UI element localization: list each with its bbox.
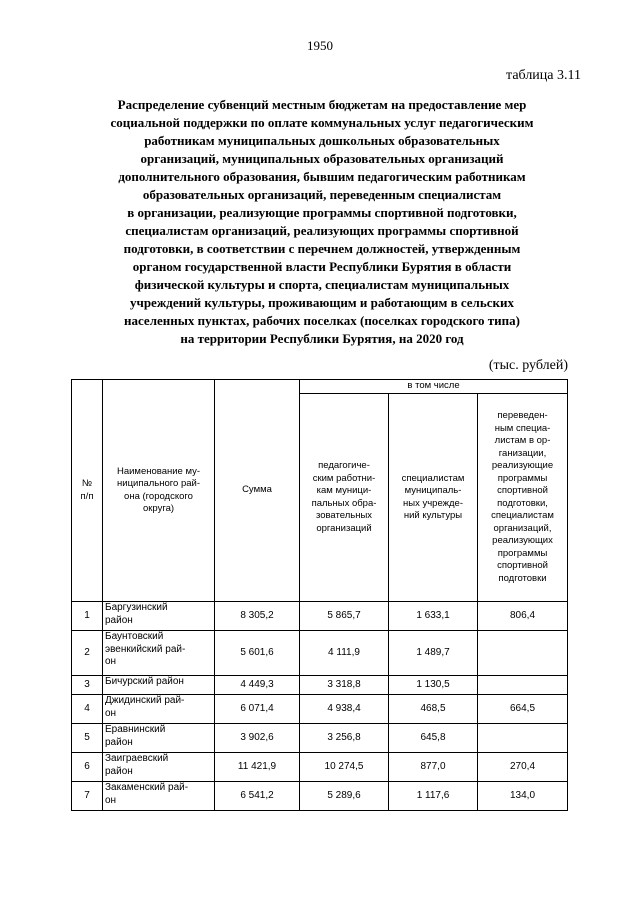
- title-line: организаций, муниципальных образовательных организаций: [140, 151, 504, 166]
- name-line: он: [105, 707, 117, 719]
- row-culture: 1 633,1: [389, 602, 478, 631]
- row-name: [103, 676, 215, 695]
- header-text: специалистам: [401, 472, 465, 484]
- title-line: специалистам организаций, реализующих программы спортивной: [125, 223, 519, 238]
- row-culture: 468,5: [389, 695, 478, 724]
- header-text: педагогиче-: [318, 460, 370, 471]
- header-sum: Сумма: [215, 380, 300, 602]
- row-teachers: 10 274,5: [300, 753, 389, 782]
- header-text: зовательных: [315, 510, 373, 521]
- name-line: Закаменский рай-: [105, 782, 189, 793]
- header-teachers: [300, 394, 389, 602]
- row-name: [103, 695, 215, 724]
- header-text: реализующие: [491, 460, 554, 471]
- header-text: №: [81, 478, 93, 489]
- header-text: кам муници-: [316, 485, 372, 496]
- header-text: программы: [497, 547, 548, 559]
- row-sport: [478, 724, 568, 753]
- row-name: [103, 631, 215, 676]
- title-line: Распределение субвенций местным бюджетам на предоставление мер: [117, 97, 527, 112]
- row-sport: 134,0: [478, 782, 568, 811]
- row-teachers: 3 256,8: [300, 724, 389, 753]
- row-sport: [478, 631, 568, 676]
- title-line: социальной поддержки по оплате коммунальных услуг педагогическим: [110, 115, 534, 130]
- page-number: 1950: [307, 38, 333, 53]
- row-teachers: 4 938,4: [300, 695, 389, 724]
- row-num: 6: [72, 753, 103, 782]
- name-line: Баунтовский: [105, 631, 164, 642]
- row-culture: 1 130,5: [389, 676, 478, 695]
- name-line: район: [105, 765, 133, 777]
- row-teachers: 5 289,6: [300, 782, 389, 811]
- title-line: физической культуры и спорта, специалистам муниципальных: [134, 277, 510, 292]
- row-sport: [478, 676, 568, 695]
- header-text: организаций,: [493, 522, 552, 534]
- name-line: Заиграевский: [105, 753, 169, 764]
- header-text: программы: [497, 472, 548, 484]
- table-label: таблица 3.11: [506, 68, 581, 83]
- subsidy-table: [71, 379, 568, 811]
- row-num: 3: [72, 676, 103, 695]
- row-num: 4: [72, 695, 103, 724]
- header-text: ных учрежде-: [403, 497, 463, 509]
- header-text: переведен-: [497, 410, 548, 421]
- row-sum: 8 305,2: [215, 602, 300, 631]
- row-num: 7: [72, 782, 103, 811]
- row-sum: 6 071,4: [215, 695, 300, 724]
- header-text: ским работни-: [312, 472, 376, 484]
- header-text: специалистам: [491, 510, 554, 521]
- row-sum: 5 601,6: [215, 631, 300, 676]
- row-sport: 806,4: [478, 602, 568, 631]
- header-text: листам в ор-: [494, 435, 551, 446]
- row-sport: 664,5: [478, 695, 568, 724]
- header-text: ниципального рай-: [117, 478, 200, 489]
- title-line: органом государственной власти Республики Бурятия в области: [132, 259, 512, 274]
- table-row: [72, 602, 568, 631]
- header-sport: [478, 394, 568, 602]
- row-sport: 270,4: [478, 753, 568, 782]
- title-line: дополнительного образования, бывшим педагогическим работникам: [118, 169, 526, 184]
- name-line: он: [105, 794, 117, 806]
- row-num: 2: [72, 631, 103, 676]
- title-line: работникам муниципальных дошкольных образовательных: [144, 133, 500, 148]
- row-name: [103, 782, 215, 811]
- units-label: (тыс. рублей): [488, 358, 568, 373]
- row-culture: 1 489,7: [389, 631, 478, 676]
- header-text: ным специа-: [494, 422, 551, 434]
- row-culture: 645,8: [389, 724, 478, 753]
- title-line: населенных пунктах, рабочих поселках (поселках городского типа): [124, 313, 520, 328]
- title-line: образовательных организаций, переведенным специалистам: [142, 187, 502, 202]
- header-text: подготовки,: [497, 497, 548, 509]
- header-text: спортивной: [497, 485, 548, 496]
- header-text: реализующих: [492, 535, 553, 546]
- name-line: он: [105, 656, 117, 667]
- name-line: район: [105, 614, 133, 626]
- header-text: Наименование му-: [116, 465, 201, 477]
- row-name: [103, 753, 215, 782]
- header-name: [103, 380, 215, 602]
- name-line: Бичурский район: [105, 676, 184, 687]
- header-text: ний культуры: [403, 510, 463, 521]
- row-teachers: 4 111,9: [300, 631, 389, 676]
- header-text: пальных обра-: [311, 497, 377, 509]
- row-sum: 6 541,2: [215, 782, 300, 811]
- row-name: [103, 602, 215, 631]
- title-line: на территории Республики Бурятия, на 2020 год: [180, 331, 464, 346]
- header-text: организаций: [316, 522, 372, 534]
- table-row: [72, 782, 568, 811]
- name-line: Еравнинский: [105, 724, 166, 735]
- header-text: п/п: [80, 490, 94, 502]
- header-including: в том числе: [300, 380, 568, 394]
- name-line: эвенкийский рай-: [105, 643, 186, 655]
- header-text: округа): [142, 503, 175, 514]
- header-text: она (городского: [124, 490, 193, 502]
- header-text: муниципаль-: [404, 485, 462, 496]
- name-line: Джидинский рай-: [105, 695, 185, 706]
- row-sum: 3 902,6: [215, 724, 300, 753]
- title-line: в организации, реализующие программы спортивной подготовки,: [127, 205, 517, 220]
- name-line: Баргузинский: [105, 602, 168, 613]
- row-num: 5: [72, 724, 103, 753]
- header-num: [72, 380, 103, 602]
- header-culture: [389, 394, 478, 602]
- table-row: [72, 724, 568, 753]
- title-line: учреждений культуры, проживающим и работающим в сельских: [130, 295, 514, 310]
- header-text: спортивной: [497, 560, 548, 571]
- document-title: [80, 96, 564, 348]
- table-row: [72, 631, 568, 676]
- row-sum: 11 421,9: [215, 753, 300, 782]
- row-culture: 877,0: [389, 753, 478, 782]
- row-num: 1: [72, 602, 103, 631]
- table-row: [72, 695, 568, 724]
- header-text: подготовки: [498, 572, 547, 584]
- header-text: ганизации,: [498, 447, 547, 459]
- row-teachers: 3 318,8: [300, 676, 389, 695]
- table-row: [72, 676, 568, 695]
- row-culture: 1 117,6: [389, 782, 478, 811]
- title-line: подготовки, в соответствии с перечнем должностей, утвержденным: [123, 241, 521, 256]
- row-name: [103, 724, 215, 753]
- row-sum: 4 449,3: [215, 676, 300, 695]
- table-row: [72, 753, 568, 782]
- name-line: район: [105, 736, 133, 748]
- row-teachers: 5 865,7: [300, 602, 389, 631]
